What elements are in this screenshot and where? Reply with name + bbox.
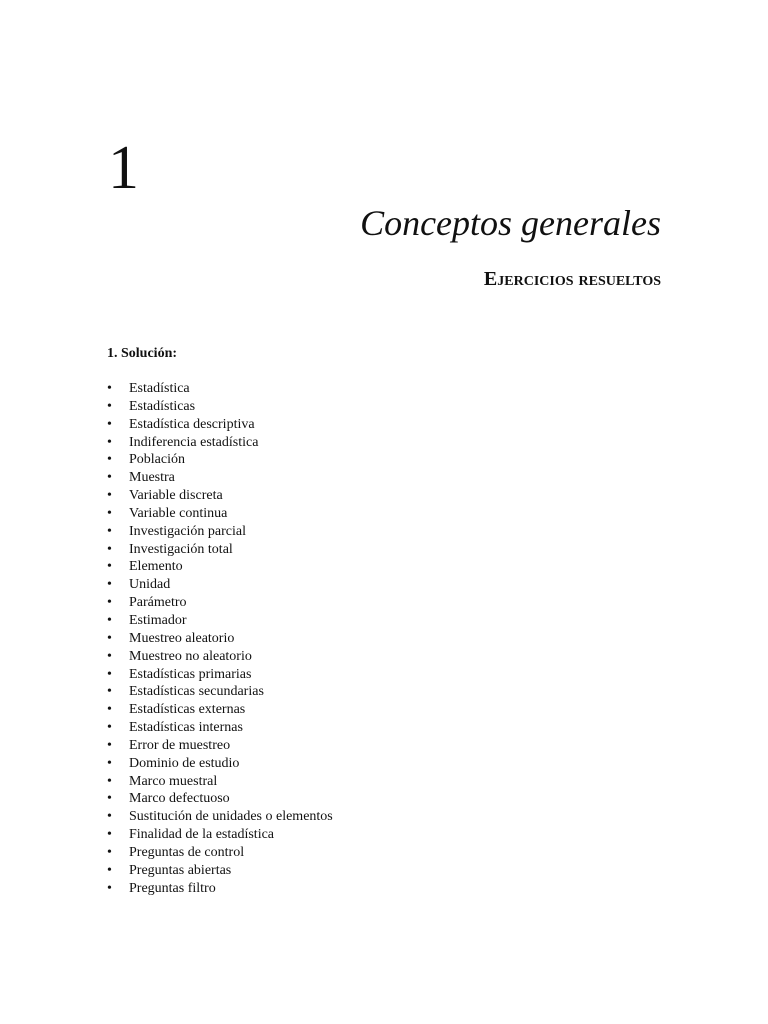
bullet-icon: •: [107, 648, 112, 664]
list-item: [107, 630, 333, 648]
list-item: [107, 666, 333, 684]
list-item: [107, 505, 333, 523]
list-item-label: Estadística descriptiva: [129, 416, 255, 432]
bullet-icon: •: [107, 381, 112, 396]
bullet-icon: •: [107, 523, 112, 539]
bullet-icon: •: [107, 541, 112, 557]
list-item: [107, 558, 333, 576]
list-item-label: Muestra: [129, 470, 175, 486]
bullet-icon: •: [107, 880, 112, 896]
bullet-icon: •: [107, 452, 112, 468]
list-item-label: Población: [129, 452, 185, 468]
chapter-title: Conceptos generales: [360, 203, 661, 243]
list-item-label: Error de muestreo: [129, 737, 231, 753]
bullet-icon: •: [107, 595, 112, 611]
list-item: [107, 755, 333, 773]
list-item-label: Finalidad de la estadística: [129, 827, 275, 843]
bullet-icon: •: [107, 702, 112, 718]
list-item-label: Estadísticas secundarias: [129, 684, 264, 700]
list-item: [107, 773, 333, 791]
list-item-label: Estadísticas externas: [129, 702, 246, 718]
list-item-label: Sustitución de unidades o elementos: [129, 809, 333, 825]
list-item: [107, 612, 333, 630]
list-item: [107, 451, 333, 469]
list-item: [107, 523, 333, 541]
list-item: [107, 648, 333, 666]
list-item-label: Indiferencia estadística: [129, 434, 259, 450]
section-title: Ejercicios resueltos: [483, 268, 661, 290]
bullet-icon: •: [107, 398, 112, 414]
list-item-label: Unidad: [129, 577, 171, 593]
bullet-icon: •: [107, 434, 112, 450]
list-item-label: Preguntas de control: [129, 844, 245, 860]
bullet-icon: •: [107, 559, 112, 575]
list-item-label: Estadísticas: [129, 398, 196, 414]
list-item-label: Elemento: [129, 559, 183, 575]
bullet-icon: •: [107, 612, 112, 628]
bullet-icon: •: [107, 505, 112, 521]
list-item-label: Estimador: [129, 612, 187, 628]
list-item: [107, 683, 333, 701]
list-item: [107, 469, 333, 487]
list-item-label: Muestreo no aleatorio: [129, 648, 252, 664]
list-item: [107, 380, 333, 398]
bullet-icon: •: [107, 809, 112, 825]
solution-heading: 1. Solución:: [107, 346, 178, 361]
list-item: [107, 737, 333, 755]
list-item-label: Preguntas abiertas: [129, 862, 232, 878]
bullet-icon: •: [107, 666, 112, 682]
bullet-icon: •: [107, 844, 112, 860]
bullet-icon: •: [107, 773, 112, 789]
list-item: [107, 808, 333, 826]
list-item-label: Marco defectuoso: [129, 791, 230, 807]
bullet-icon: •: [107, 827, 112, 843]
bullet-icon: •: [107, 791, 112, 807]
bullet-icon: •: [107, 630, 112, 646]
bullet-icon: •: [107, 684, 112, 700]
list-item: [107, 880, 333, 898]
list-item-label: Muestreo aleatorio: [129, 630, 235, 646]
list-item: [107, 862, 333, 880]
list-item-label: Dominio de estudio: [129, 755, 240, 771]
list-item-label: Marco muestral: [129, 773, 218, 789]
chapter-number: 1: [108, 134, 139, 202]
list-item-label: Variable discreta: [129, 488, 223, 504]
list-item-label: Preguntas filtro: [129, 880, 216, 896]
list-item: [107, 541, 333, 559]
bullet-icon: •: [107, 488, 112, 504]
list-item-label: Estadística: [129, 381, 190, 396]
list-item: [107, 398, 333, 416]
list-item: [107, 701, 333, 719]
list-item: [107, 416, 333, 434]
list-item-label: Parámetro: [129, 595, 187, 611]
list-item: [107, 719, 333, 737]
list-item-label: Investigación parcial: [129, 523, 247, 539]
list-item: [107, 434, 333, 452]
list-item: [107, 594, 333, 612]
list-item: [107, 576, 333, 594]
term-list: [107, 380, 333, 897]
list-item: [107, 790, 333, 808]
bullet-icon: •: [107, 416, 112, 432]
bullet-icon: •: [107, 862, 112, 878]
list-item: [107, 844, 333, 862]
bullet-icon: •: [107, 577, 112, 593]
bullet-icon: •: [107, 755, 112, 771]
list-item-label: Variable continua: [129, 505, 228, 521]
list-item-label: Estadísticas internas: [129, 720, 243, 736]
list-item-label: Investigación total: [129, 541, 233, 557]
bullet-icon: •: [107, 737, 112, 753]
list-item-label: Estadísticas primarias: [129, 666, 252, 682]
list-item: [107, 487, 333, 505]
bullet-icon: •: [107, 470, 112, 486]
bullet-icon: •: [107, 720, 112, 736]
list-item: [107, 826, 333, 844]
